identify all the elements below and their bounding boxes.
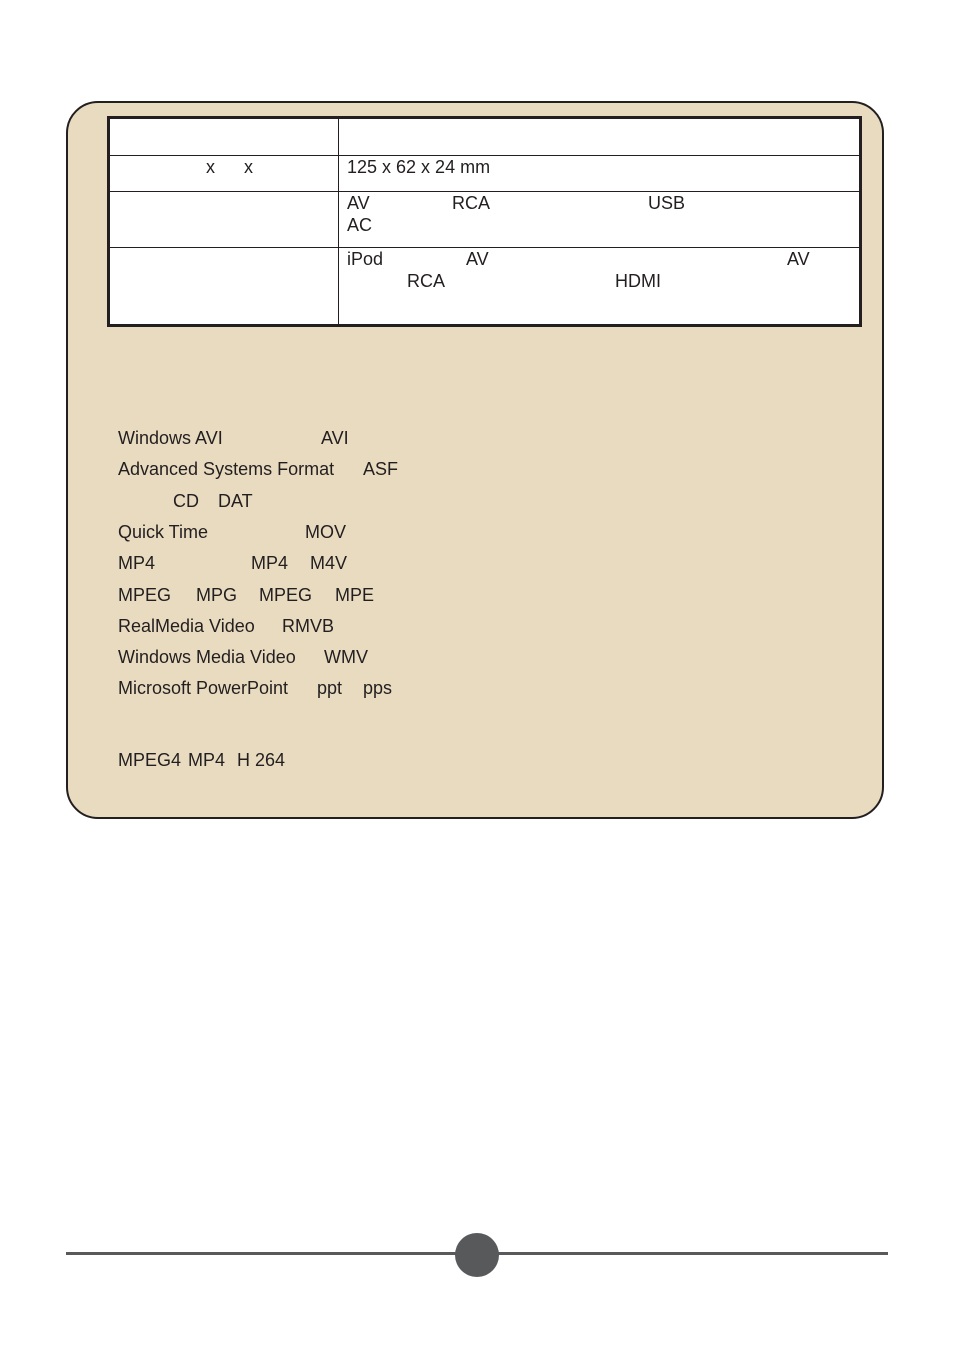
format-ext: ppt bbox=[317, 678, 343, 698]
cell-text: iPod bbox=[347, 249, 384, 269]
format-ext: MP4 bbox=[251, 553, 289, 573]
format-ext: MOV bbox=[305, 522, 347, 542]
format-ext: DAT bbox=[218, 491, 253, 511]
format-ext: MPE bbox=[335, 585, 375, 605]
table-row bbox=[109, 156, 861, 192]
dimension-x-symbol: x bbox=[244, 157, 253, 177]
table-cell-label bbox=[109, 118, 339, 156]
table-cell-value bbox=[339, 156, 861, 192]
format-ext: M4V bbox=[310, 553, 348, 573]
codec-name: MPEG4 bbox=[118, 750, 182, 770]
cell-text: AV bbox=[466, 249, 489, 269]
format-name: Quick Time bbox=[118, 522, 209, 542]
format-ext: MPG bbox=[196, 585, 238, 605]
format-name: Advanced Systems Format bbox=[118, 459, 335, 479]
cell-text: AV bbox=[347, 193, 370, 213]
cell-text: RCA bbox=[452, 193, 491, 213]
codec-name: H 264 bbox=[237, 750, 286, 770]
table-row bbox=[109, 118, 861, 156]
table-cell-value bbox=[339, 192, 861, 248]
dimension-x-symbol: x bbox=[206, 157, 215, 177]
format-ext: WMV bbox=[324, 647, 368, 667]
format-ext: pps bbox=[363, 678, 393, 698]
format-name: Windows Media Video bbox=[118, 647, 296, 667]
format-name: Windows AVI bbox=[118, 428, 223, 448]
format-name: MPEG bbox=[118, 585, 172, 605]
cell-text: AC bbox=[347, 215, 373, 235]
format-name: CD bbox=[173, 491, 199, 511]
dimension-value: 125 x 62 x 24 mm bbox=[347, 157, 491, 177]
format-name: RealMedia Video bbox=[118, 616, 255, 636]
table-cell-value bbox=[339, 248, 861, 326]
format-ext: AVI bbox=[321, 428, 349, 448]
cell-text: USB bbox=[648, 193, 686, 213]
page-number-circle bbox=[455, 1233, 499, 1277]
format-ext: ASF bbox=[363, 459, 399, 479]
table-row bbox=[109, 192, 861, 248]
format-ext: RMVB bbox=[282, 616, 335, 636]
format-name: MP4 bbox=[118, 553, 156, 573]
spec-table bbox=[107, 116, 862, 327]
cell-text: HDMI bbox=[615, 271, 661, 291]
format-name: MPEG bbox=[259, 585, 313, 605]
table-cell-label bbox=[109, 156, 339, 192]
table-cell-value bbox=[339, 118, 861, 156]
codec-name: MP4 bbox=[188, 750, 226, 770]
table-row bbox=[109, 248, 861, 326]
table-cell-label bbox=[109, 192, 339, 248]
format-name: Microsoft PowerPoint bbox=[118, 678, 289, 698]
table-cell-label bbox=[109, 248, 339, 326]
cell-text: RCA bbox=[407, 271, 446, 291]
cell-text: AV bbox=[787, 249, 810, 269]
